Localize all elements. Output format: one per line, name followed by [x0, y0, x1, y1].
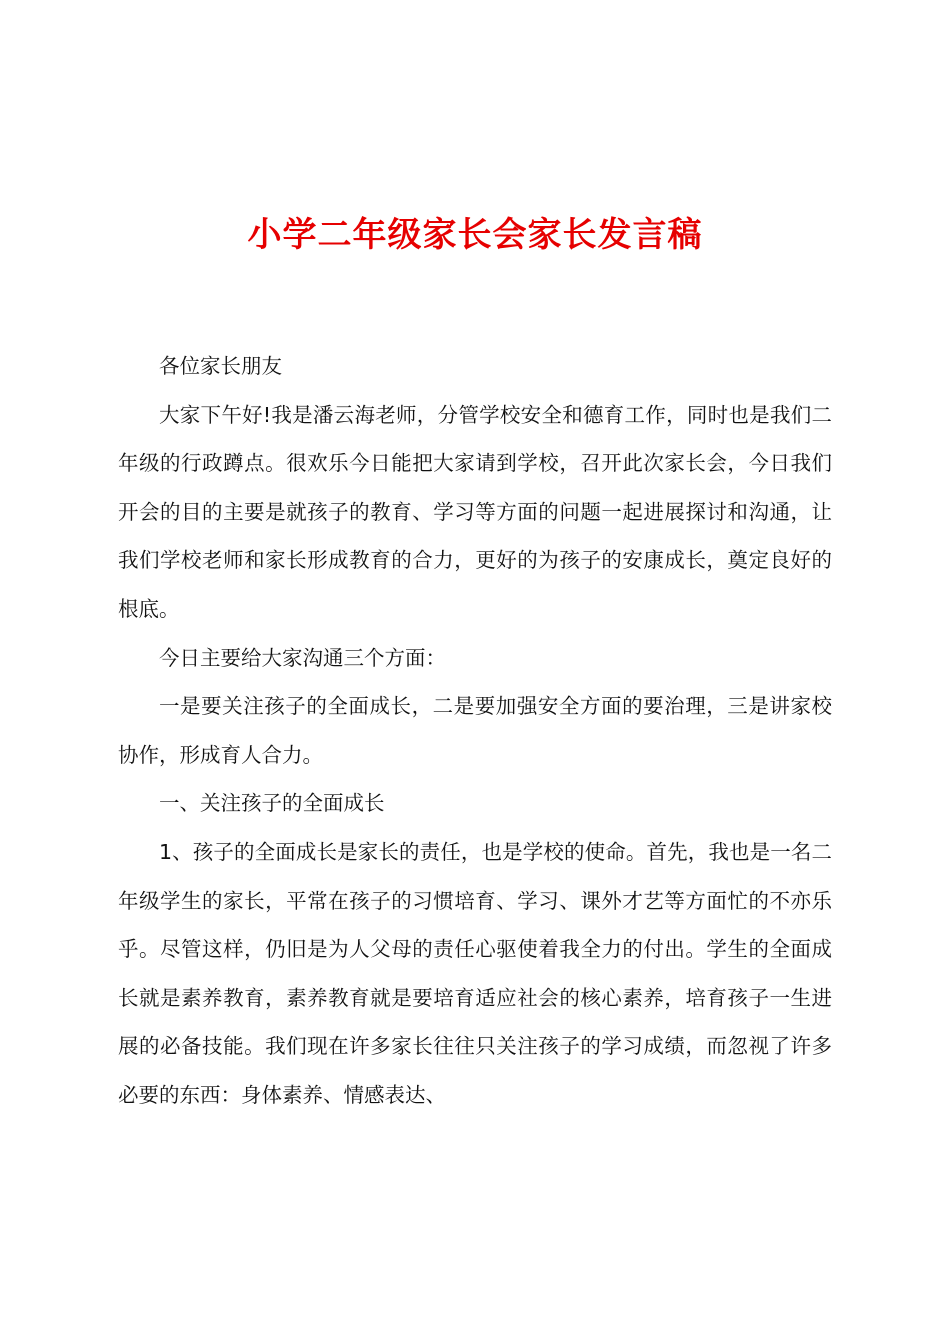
document-title: 小学二年级家长会家长发言稿 [247, 215, 703, 255]
document-body [118, 342, 832, 1120]
paragraph-topics-list: 一是要关注孩子的全面成长，二是要加强安全方面的要治理，三是讲家校协作，形成育人合力。 [118, 694, 832, 767]
paragraph-topics-intro: 今日主要给大家沟通三个方面： [159, 645, 446, 670]
paragraph-introduction: 大家下午好!我是潘云海老师，分管学校安全和德育工作，同时也是我们二年级的行政蹲点。很欢乐今日能把大家请到学校，召开此次家长会，今日我们开会的目的主要是就孩子的教育、学习等方面的问题一起进展探讨和沟通，让我们学校老师和家长形成教育的合力，更好的为孩子的安康成长，奠定良好的根底。 [118, 402, 832, 621]
paragraph-greeting: 各位家长朋友 [159, 354, 282, 378]
section-heading-1: 一、关注孩子的全面成长 [159, 791, 385, 816]
paragraph-section-1-point-1: 1、孩子的全面成长是家长的责任，也是学校的使命。首先，我也是一名二年级学生的家长，平常在孩子的习惯培育、学习、课外才艺等方面忙的不亦乐乎。尽管这样，仍旧是为人父母的责任心驱使着我全力的付出。学生的全面成长就是素养教育，素养教育就是要培育适应社会的核心素养，培育孩子一生进展的必备技能。我们现在许多家长往往只关注孩子的学习成绩，而忽视了许多必要的东西：身体素养、情感表达、 [118, 839, 832, 1107]
